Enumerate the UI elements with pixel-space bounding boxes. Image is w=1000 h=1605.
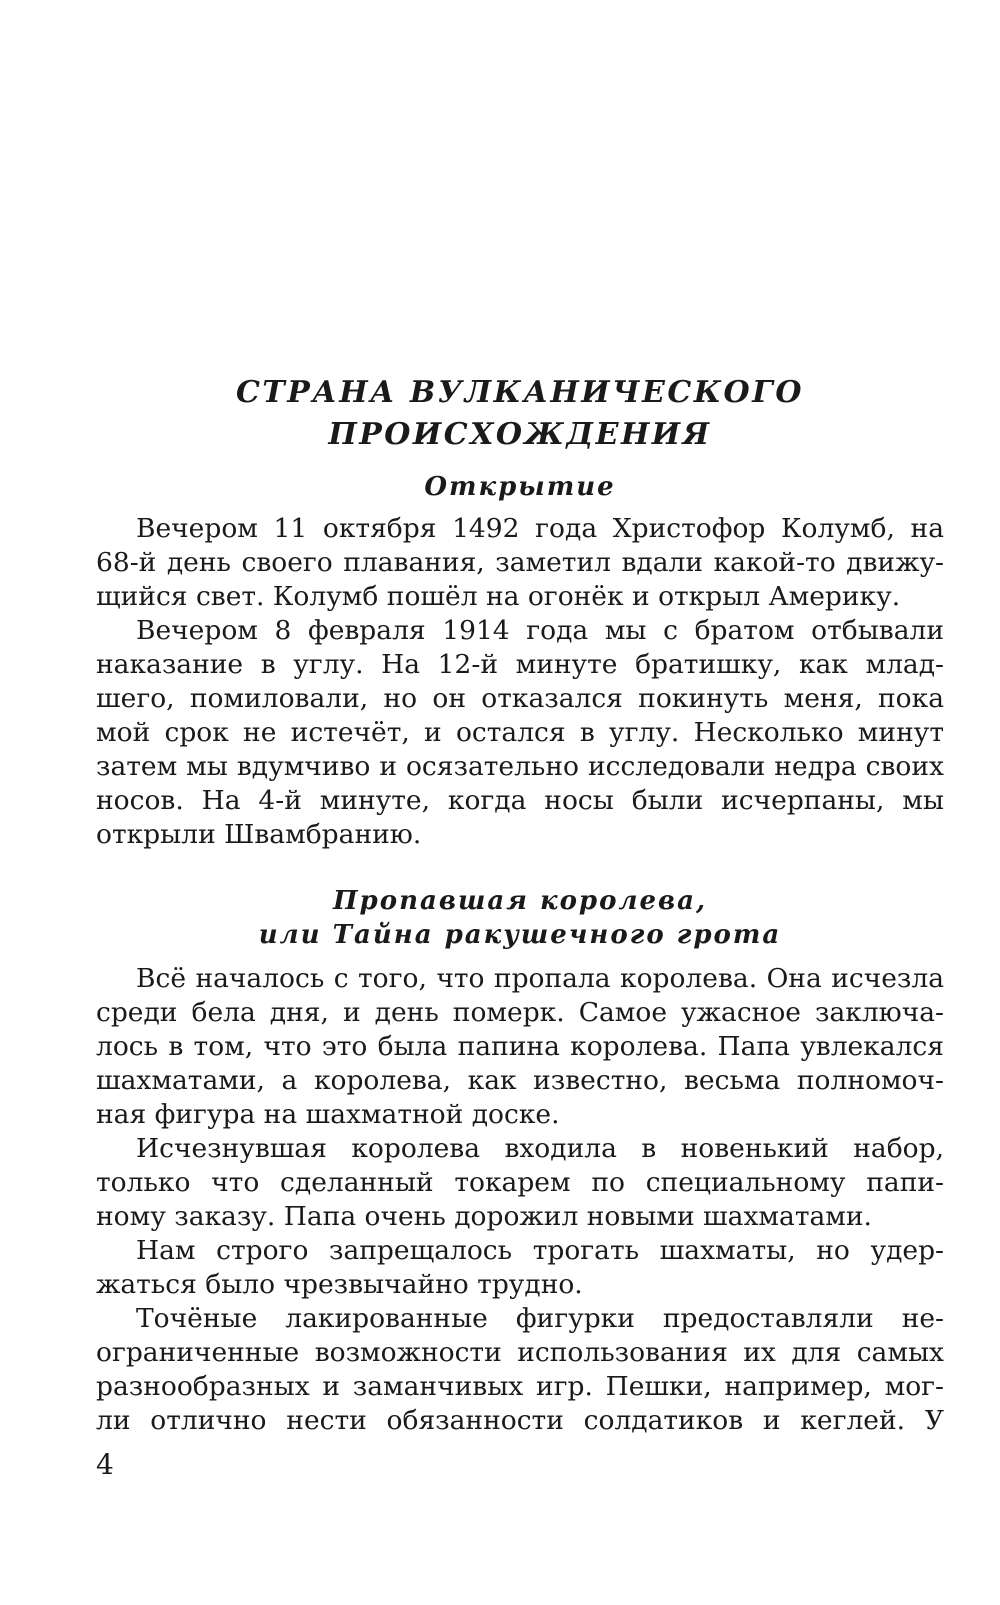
text-line: Всё началось с того, что пропала королева. Она исчезла [136,963,944,994]
text-line: шего, помиловали, но он отказался покинуть меня, пока [96,683,944,714]
text-line: щийся свет. Колумб пошёл на огонёк и открыл Америку. [96,581,901,612]
section-title-line: Открытие [424,472,616,502]
text-line: ному заказу. Папа очень дорожил новыми шахматами. [96,1201,872,1232]
paragraph [96,512,944,614]
text-line: среди бела дня, и день померк. Самое ужасное заключа- [96,997,944,1028]
paragraph [96,614,944,852]
text-line: затем мы вдумчиво и осязательно исследовали недра своих [96,751,944,782]
section-discovery-text [96,512,944,852]
chapter-title [96,372,944,456]
text-line: мой срок не истечёт, и остался в углу. Несколько минут [96,717,944,748]
text-line: носов. На 4-й минуте, когда носы были исчерпаны, мы [96,785,944,816]
chapter-title-line: ПРОИСХОЖДЕНИЯ [328,417,712,452]
page-number: 4 [96,1448,114,1481]
section-title-line: Пропавшая королева, [332,886,708,916]
text-line: шахматами, а королева, как известно, весьма полномоч- [96,1065,944,1096]
text-line: Вечером 11 октября 1492 года Христофор Колумб, на [136,513,944,544]
text-line: наказание в углу. На 12-й минуте братишку, как млад- [96,649,944,680]
text-line: открыли Швамбранию. [96,819,422,850]
text-line: ная фигура на шахматной доске. [96,1099,560,1130]
text-line: Нам строго запрещалось трогать шахматы, но удер- [136,1235,944,1266]
text-line: только что сделанный токарем по специальному папи- [96,1167,944,1198]
paragraph [96,1132,944,1234]
section-title-discovery [96,470,944,504]
section-title-line: или Тайна ракушечного грота [258,920,782,950]
text-line: ли отлично нести обязанности солдатиков и кеглей. У [96,1405,944,1436]
text-line: Вечером 8 февраля 1914 года мы с братом отбывали [136,615,944,646]
chapter-title-line: СТРАНА ВУЛКАНИЧЕСКОГО [236,375,804,410]
paragraph [96,1302,944,1438]
paragraph [96,962,944,1132]
text-line: ограниченные возможности использования их для самых [96,1337,944,1368]
section-title-lost-queen [96,884,944,952]
text-line: Точёные лакированные фигурки предоставляли не- [136,1303,944,1334]
text-line: жаться было чрезвычайно трудно. [96,1269,583,1300]
text-line: Исчезнувшая королева входила в новенький набор, [136,1133,944,1164]
text-line: лось в том, что это была папина королева. Папа увлекался [96,1031,944,1062]
section-lost-queen-text [96,962,944,1438]
text-line: разнообразных и заманчивых игр. Пешки, например, мог- [96,1371,944,1402]
text-line: 68-й день своего плавания, заметил вдали какой-то движу- [96,547,944,578]
paragraph [96,1234,944,1302]
